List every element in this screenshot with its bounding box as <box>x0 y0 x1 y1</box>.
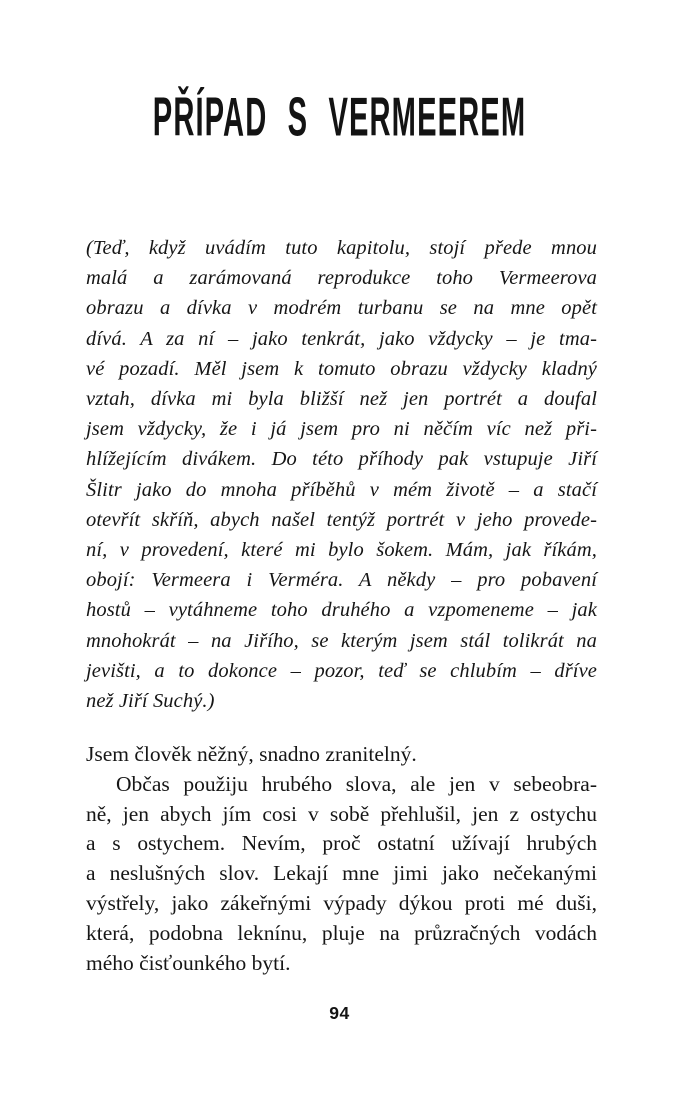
intro-italic-block <box>86 233 597 716</box>
text-line: malá a zarámovaná reprodukce toho Vermeerova <box>86 267 597 290</box>
paragraph-first <box>86 740 597 770</box>
text-line: jevišti, a to dokonce – pozor, teď se chlubím – dříve <box>86 659 597 682</box>
text-line: a neslušných slov. Lekají mne jimi jako nečekanými <box>86 861 597 886</box>
text-line: než Jiří Suchý.) <box>86 690 215 713</box>
text-line: ní, v provedení, které mi bylo šokem. Mám, jak říkám, <box>86 539 597 562</box>
text-line: Občas použiju hrubého slova, ale jen v sebeobra- <box>116 771 597 796</box>
text-line: hostů – vytáhneme toho druhého a vzpomeneme – jak <box>86 599 597 622</box>
text-line: Šlitr jako do mnoha příběhů v mém životě – a stačí <box>86 478 597 501</box>
text-line: vé pozadí. Měl jsem k tomuto obrazu vždycky kladný <box>86 357 597 380</box>
text-line: dívá. A za ní – jako tenkrát, jako vždycky – je tma- <box>86 327 597 350</box>
chapter-title: PŘÍPAD S VERMEEREM <box>152 86 527 149</box>
text-line: a s ostychem. Nevím, proč ostatní užívají hrubých <box>86 831 597 856</box>
paragraph-second <box>86 770 597 979</box>
body-text-block <box>86 740 597 978</box>
text-line: výstřely, jako zákeřnými výpady dýkou proti mé duši, <box>86 890 597 915</box>
page-number: 94 <box>329 1003 350 1023</box>
text-line: (Teď, když uvádím tuto kapitolu, stojí přede mnou <box>86 237 597 259</box>
text-line: mnohokrát – na Jiřího, se kterým jsem stál tolikrát na <box>86 629 597 652</box>
text-line: mého čisťounkého bytí. <box>86 950 291 975</box>
text-line: vztah, dívka mi byla bližší než jen portrét a doufal <box>86 388 597 411</box>
text-line: otevřít skříň, abych našel tentýž portrét v jeho provede- <box>86 508 597 531</box>
text-line: obrazu a dívka v modrém turbanu se na mne opět <box>86 297 597 320</box>
text-line: Jsem člověk něžný, snadno zranitelný. <box>86 742 417 766</box>
text-line: ně, jen abych jím cosi v sobě přehlušil, jen z ostychu <box>86 801 597 826</box>
text-line: která, podobna leknínu, pluje na průzračných vodách <box>86 920 597 945</box>
text-line: hlížejícím divákem. Do této příhody pak vstupuje Jiří <box>86 448 597 471</box>
text-line: obojí: Vermeera i Verméra. A někdy – pro pobavení <box>86 569 597 592</box>
text-line: jsem vždycky, že i já jsem pro ni něčím víc než při- <box>86 418 597 441</box>
